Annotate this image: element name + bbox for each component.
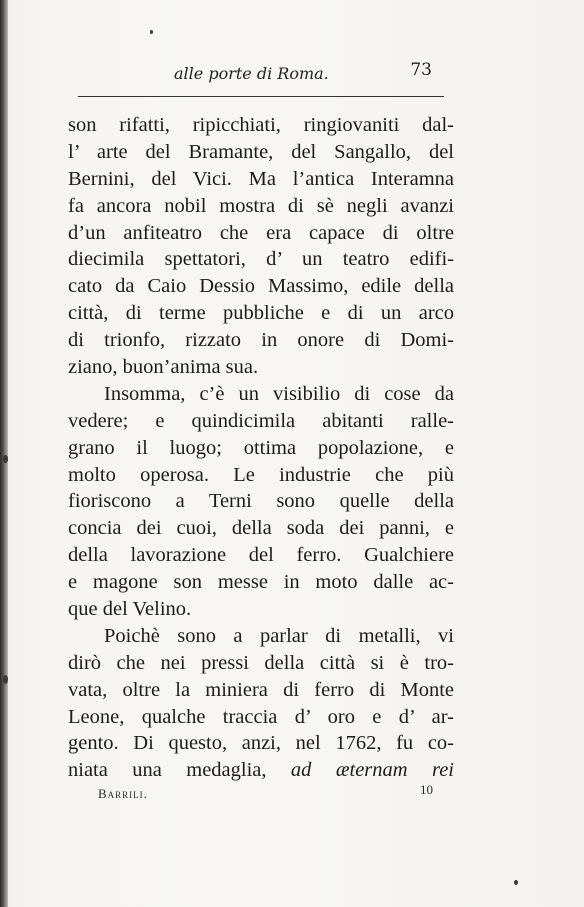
text-line: Leone, qualche traccia d’ oro e d’ ar- bbox=[68, 705, 454, 728]
ink-speck bbox=[3, 675, 8, 684]
text-line: molto operosa. Le industrie che più bbox=[68, 463, 454, 486]
text-line: Bernini, del Vici. Ma l’antica Interamna bbox=[68, 167, 454, 190]
text-line: son rifatti, ripicchiati, ringiovaniti dal- bbox=[68, 114, 454, 136]
text-fragment: niata una medaglia, bbox=[68, 759, 267, 782]
page-number: 73 bbox=[410, 60, 432, 80]
text-line: città, di terme pubbliche e di un arco bbox=[68, 302, 454, 325]
ink-speck bbox=[150, 30, 153, 34]
printer-signature: Barrili. bbox=[98, 786, 148, 801]
header-rule bbox=[78, 96, 444, 97]
book-spine-shadow bbox=[0, 0, 8, 907]
text-line: que del Velino. bbox=[68, 598, 192, 621]
text-line: vata, oltre la miniera di ferro di Monte bbox=[68, 678, 454, 701]
ink-speck bbox=[3, 455, 8, 463]
text-line: dirò che nei pressi della città si è tro- bbox=[68, 651, 454, 674]
italic-phrase: ad æternam rei bbox=[290, 759, 454, 782]
text-line: fa ancora nobil mostra di sè negli avanzi bbox=[68, 194, 454, 217]
running-title: alle porte di Roma. bbox=[174, 64, 329, 83]
text-line: d’un anfiteatro che era capace di oltre bbox=[68, 221, 454, 244]
sheet-number: 10 bbox=[420, 782, 433, 797]
page-header bbox=[78, 56, 446, 86]
text-line: e magone son messe in moto dalle ac- bbox=[68, 571, 454, 594]
text-line: di trionfo, rizzato in onore di Domi- bbox=[68, 329, 454, 352]
text-line: cato da Caio Dessio Massimo, edile della bbox=[68, 275, 454, 298]
text-line: grano il luogo; ottima popolazione, e bbox=[68, 436, 454, 459]
text-line: l’ arte del Bramante, del Sangallo, del bbox=[68, 140, 454, 163]
text-line: ziano, buon’anima sua. bbox=[68, 356, 259, 379]
text-line: Insomma, c’è un visibilio di cose da bbox=[104, 382, 454, 405]
text-line: della lavorazione del ferro. Gualchiere bbox=[68, 544, 454, 567]
page-footer bbox=[98, 780, 448, 804]
text-line: diecimila spettatori, d’ un teatro edifi- bbox=[68, 248, 454, 271]
text-line: fioriscono a Terni sono quelle della bbox=[68, 490, 454, 513]
body-text bbox=[68, 112, 454, 784]
text-line: vedere; e quindicimila abitanti ralle- bbox=[68, 409, 454, 432]
text-line: Poichè sono a parlar di metalli, vi bbox=[104, 624, 454, 647]
text-line: gento. Di questo, anzi, nel 1762, fu co- bbox=[68, 732, 454, 755]
text-line: concia dei cuoi, della soda dei panni, e bbox=[68, 517, 454, 540]
ink-speck bbox=[514, 880, 518, 885]
